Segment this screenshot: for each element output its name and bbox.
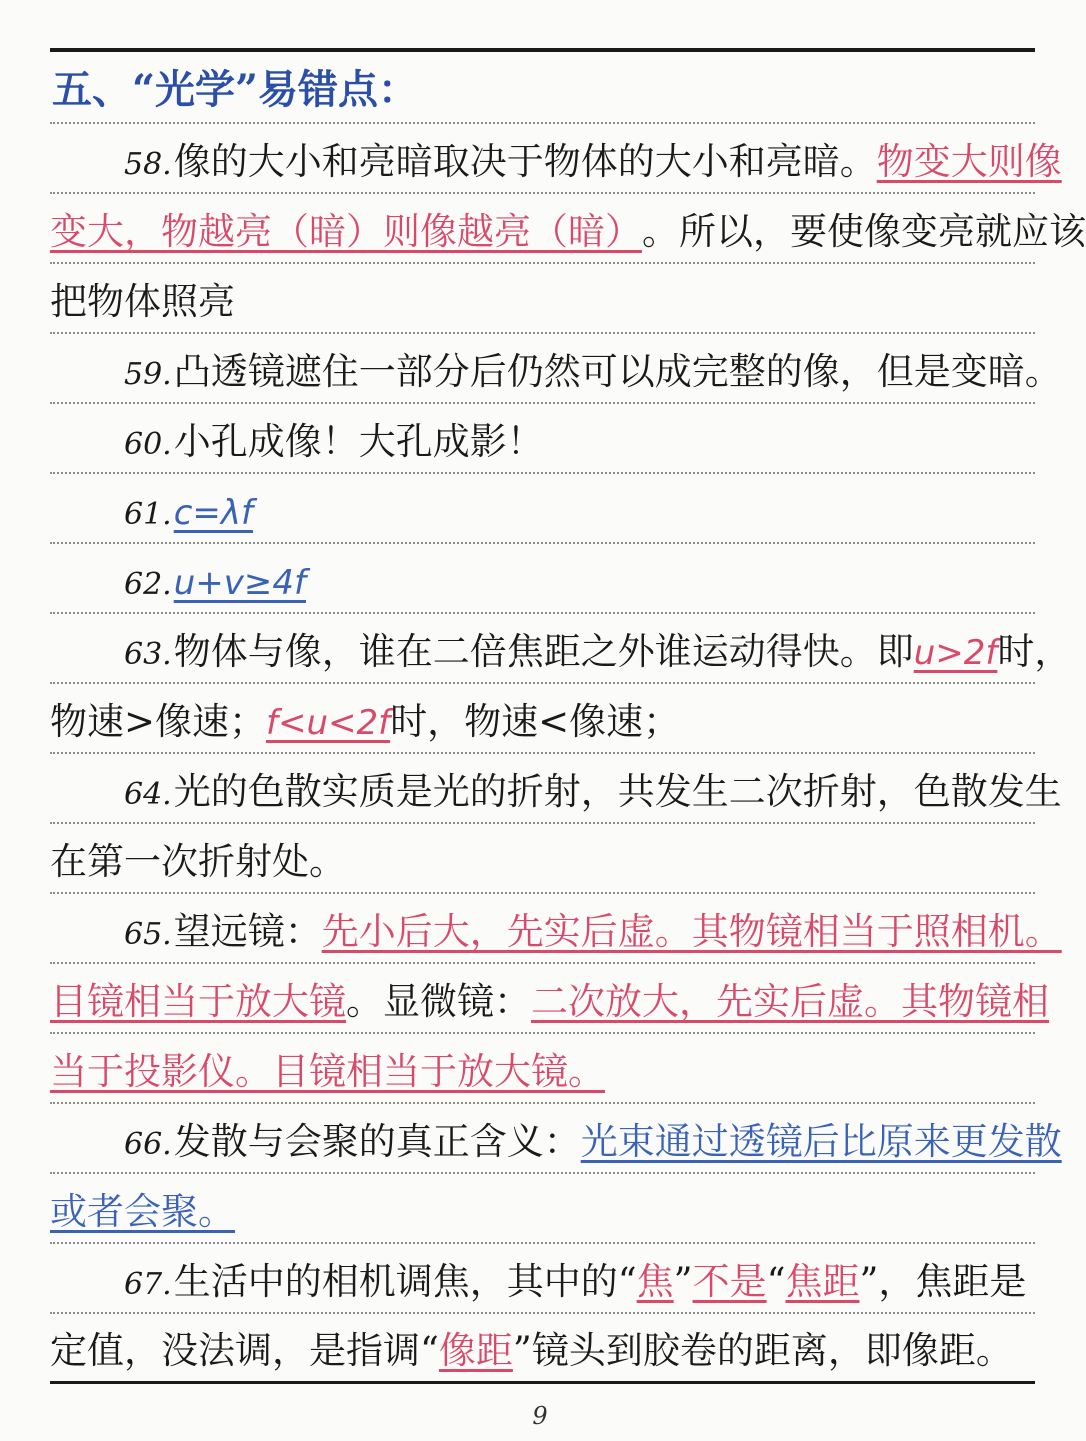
- item-62-formula: u+v≥4f: [173, 563, 306, 603]
- item-number: 60.: [124, 427, 172, 462]
- item-67-quote-close: ”: [673, 1260, 693, 1303]
- notes-sheet: [50, 52, 1086, 1384]
- item-62-line: [50, 544, 1035, 614]
- section-heading: 五、“光学”易错点：: [52, 66, 419, 113]
- item-65-highlight-4: 当于投影仪。目镜相当于放大镜。: [50, 1050, 605, 1093]
- item-number: 63.: [124, 637, 172, 672]
- item-58-line-2: [50, 194, 1086, 264]
- item-63-text-4: 时，物速<像速；: [390, 700, 681, 743]
- item-67-image-distance-word: 像距: [438, 1329, 513, 1372]
- item-61-formula: c=λf: [173, 493, 253, 533]
- item-61-line: [50, 474, 1035, 544]
- item-60-line: [50, 404, 1035, 474]
- item-58-highlight: 物变大则像: [876, 140, 1062, 183]
- item-number: 64.: [124, 777, 172, 812]
- item-66-line-1: [50, 1104, 1062, 1174]
- item-58-text-cont: 。所以，要使像变亮就应该: [642, 210, 1086, 253]
- item-67-text: 生活中的相机调焦，其中的“: [173, 1260, 637, 1303]
- item-66-highlight-cont: 或者会聚。: [50, 1190, 235, 1233]
- item-63-condition-2: f<u<2f: [266, 703, 391, 743]
- item-67-quote-open: “: [766, 1260, 786, 1303]
- item-number: 67.: [124, 1267, 172, 1302]
- item-number: 65.: [124, 917, 172, 952]
- item-65-highlight-1: 先小后大，先实后虚。其物镜相当于照相机。: [321, 910, 1062, 953]
- item-66-text: 发散与会聚的真正含义：: [173, 1120, 581, 1163]
- item-number: 59.: [124, 357, 172, 392]
- item-65-highlight-2: 目镜相当于放大镜: [50, 980, 346, 1023]
- item-58-line-3: [50, 264, 1035, 334]
- item-67-text-2: ”，焦距是: [859, 1260, 1027, 1303]
- item-59-line: [50, 334, 1062, 404]
- item-58-highlight-cont: 变大，物越亮（暗）则像越亮（暗）: [50, 210, 642, 253]
- item-67-line-1: [50, 1244, 1035, 1314]
- item-65-highlight-3: 二次放大，先实后虚。其物镜相: [531, 980, 1049, 1023]
- item-64-line-1: [50, 754, 1062, 824]
- item-67-text-4: ”镜头到胶卷的距离，即像距。: [512, 1329, 1013, 1372]
- item-59-text: 凸透镜遮住一部分后仍然可以成完整的像，但是变暗。: [173, 350, 1062, 393]
- item-63-line-2: [50, 684, 1035, 754]
- item-65-line-2: [50, 964, 1049, 1034]
- item-65-label-telescope: 望远镜：: [173, 910, 322, 953]
- item-number: 61.: [124, 497, 172, 532]
- item-63-text-2: 时，: [997, 630, 1072, 673]
- item-66-highlight: 光束通过透镜后比原来更发散: [580, 1120, 1062, 1163]
- item-67-line-2: [50, 1314, 1035, 1384]
- item-64-text: 光的色散实质是光的折射，共发生二次折射，色散发生: [173, 770, 1062, 813]
- item-67-focal-length-word: 焦距: [785, 1260, 860, 1303]
- item-66-line-2: [50, 1174, 1035, 1244]
- item-60-text: 小孔成像！大孔成影！: [173, 420, 544, 463]
- item-63-line-1: [50, 614, 1072, 684]
- item-58-text-end: 把物体照亮: [50, 280, 235, 323]
- item-58-text: 像的大小和亮暗取决于物体的大小和亮暗。: [173, 140, 877, 183]
- item-63-text-3: 物速>像速；: [50, 700, 267, 743]
- item-65-line-3: [50, 1034, 1035, 1104]
- item-number: 62.: [124, 567, 172, 602]
- page-number: 9: [532, 1402, 548, 1430]
- item-58-line-1: [50, 124, 1062, 194]
- item-65-label-microscope: 。显微镜：: [346, 980, 531, 1023]
- item-number: 66.: [124, 1127, 172, 1162]
- section-heading-line: [50, 52, 1035, 124]
- item-65-line-1: [50, 894, 1062, 964]
- item-number: 58.: [124, 147, 172, 182]
- item-67-focus-word: 焦: [636, 1260, 674, 1303]
- item-63-text: 物体与像，谁在二倍焦距之外谁运动得快。即: [173, 630, 914, 673]
- item-64-text-cont: 在第一次折射处。: [50, 840, 346, 883]
- item-64-line-2: [50, 824, 1035, 894]
- item-67-not-word: 不是: [692, 1260, 767, 1303]
- item-67-text-3: 定值，没法调，是指调“: [50, 1329, 439, 1372]
- item-63-condition-1: u>2f: [913, 633, 998, 673]
